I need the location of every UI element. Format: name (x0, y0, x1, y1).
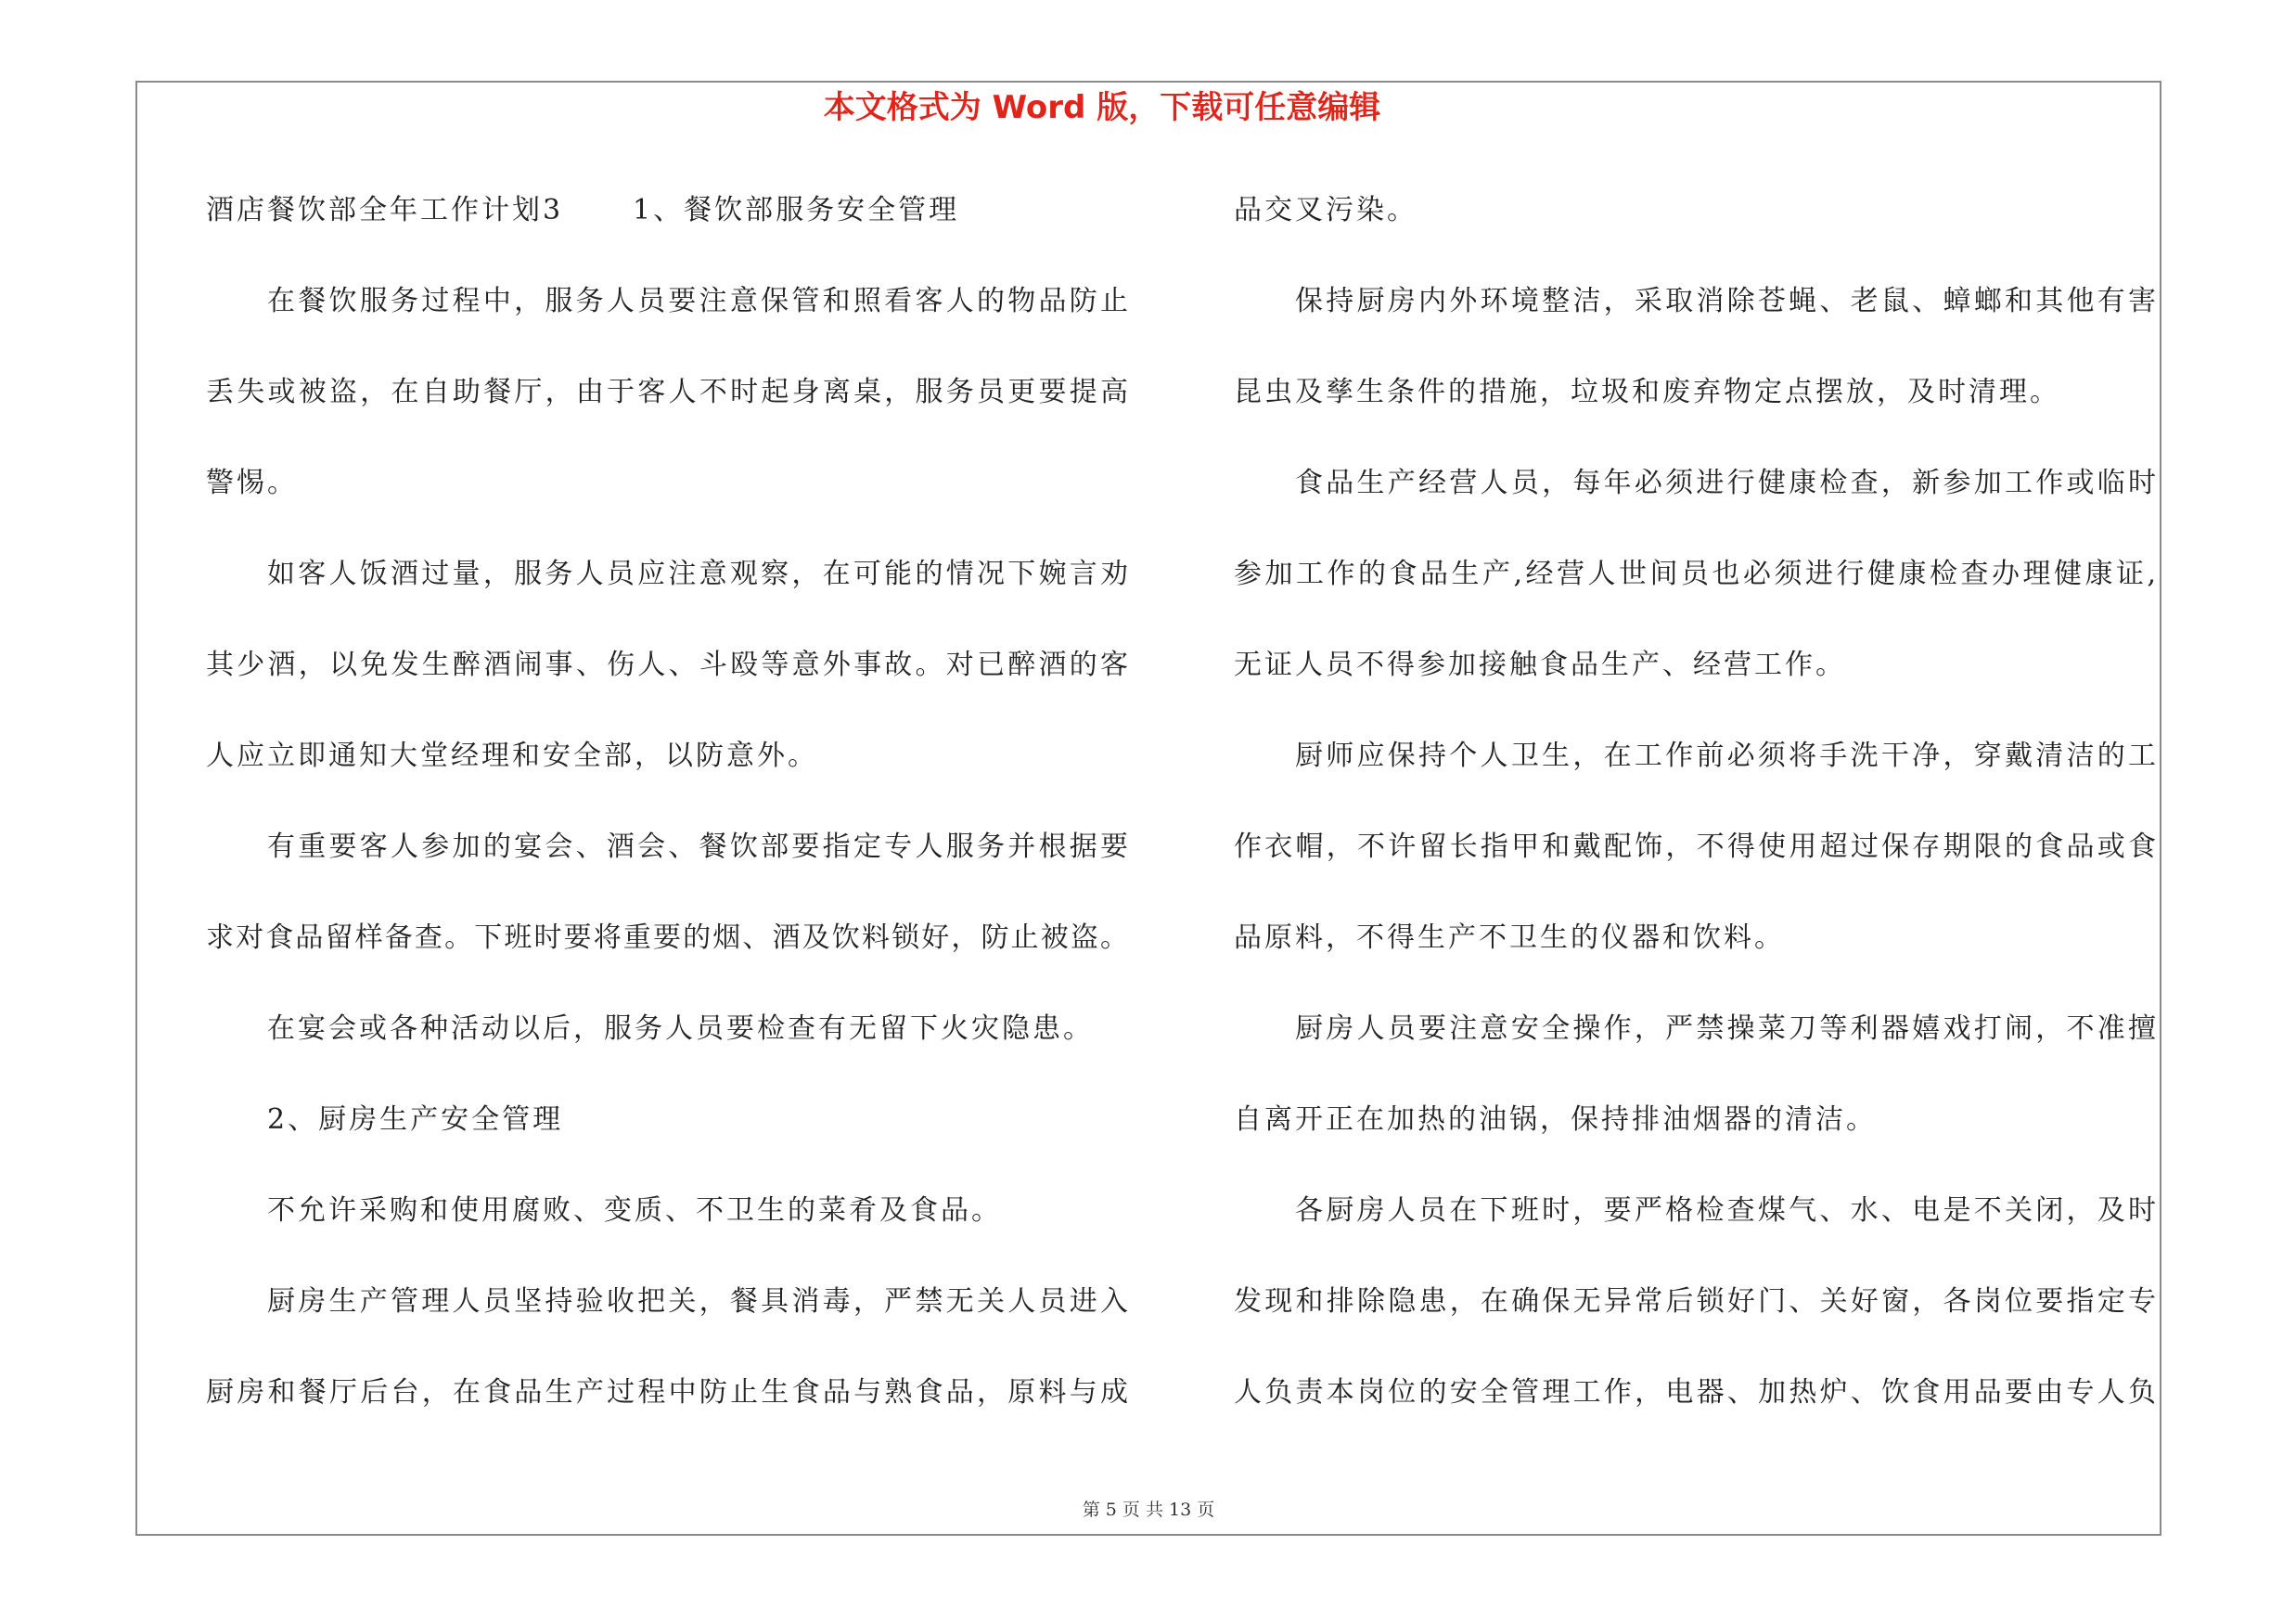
text-line: 保持厨房内外环境整洁，采取消除苍蝇、老鼠、蟑螂和其他有害 (1295, 285, 2156, 317)
text-line: 有重要客人参加的宴会、酒会、餐饮部要指定专人服务并根据要 (267, 831, 1128, 863)
text-line: 厨房生产管理人员坚持验收把关，餐具消毒，严禁无关人员进入 (267, 1285, 1128, 1318)
text-line: 厨师应保持个人卫生，在工作前必须将手洗干净，穿戴清洁的工 (1295, 740, 2156, 772)
text-line: 发现和排除隐患，在确保无异常后锁好门、关好窗，各岗位要指定专 (1234, 1285, 2156, 1318)
right-column (1234, 165, 2156, 1438)
text-line: 厨房和餐厅后台，在食品生产过程中防止生食品与熟食品，原料与成 (206, 1376, 1128, 1409)
text-line: 在餐饮服务过程中，服务人员要注意保管和照看客人的物品防止 (267, 285, 1128, 317)
text-line: 自离开正在加热的油锅，保持排油烟器的清洁。 (1234, 1103, 1877, 1136)
text-line: 人负责本岗位的安全管理工作，电器、加热炉、饮食用品要由专人负 (1234, 1376, 2156, 1409)
text-line: 作衣帽，不许留长指甲和戴配饰，不得使用超过保存期限的食品或食 (1234, 831, 2156, 863)
text-line: 昆虫及孳生条件的措施，垃圾和废弃物定点摆放，及时清理。 (1234, 376, 2060, 408)
text-line: 如客人饭酒过量，服务人员应注意观察，在可能的情况下婉言劝 (267, 558, 1128, 590)
text-line: 人应立即通知大堂经理和安全部，以防意外。 (206, 740, 818, 772)
section-heading: 2、厨房生产安全管理 (267, 1103, 564, 1136)
text-line: 丢失或被盗，在自助餐厅，由于客人不时起身离桌，服务员更要提高 (206, 376, 1128, 408)
format-banner: 本文格式为 Word 版，下载可任意编辑 (823, 89, 1381, 126)
text-line: 品原料，不得生产不卫生的仪器和饮料。 (1234, 921, 1785, 954)
text-line: 警惕。 (206, 467, 298, 499)
text-line: 品交叉污染。 (1234, 194, 1417, 226)
text-line: 食品生产经营人员，每年必须进行健康检查，新参加工作或临时 (1295, 467, 2156, 499)
text-line: 各厨房人员在下班时，要严格检查煤气、水、电是不关闭，及时 (1295, 1194, 2156, 1227)
text-line: 厨房人员要注意安全操作，严禁操菜刀等利器嬉戏打闹，不准擅 (1295, 1012, 2156, 1045)
document-title: 酒店餐饮部全年工作计划3 (206, 194, 564, 226)
text-line: 无证人员不得参加接触食品生产、经营工作。 (1234, 649, 1846, 681)
title-line (206, 165, 1128, 256)
left-column (206, 165, 1128, 1438)
text-line: 求对食品留样备查。下班时要将重要的烟、酒及饮料锁好，防止被盗。 (206, 921, 1128, 954)
text-line: 参加工作的食品生产,经营人世间员也必须进行健康检查办理健康证, (1234, 558, 2156, 590)
section-heading: 1、餐饮部服务安全管理 (633, 194, 960, 226)
text-line: 在宴会或各种活动以后，服务人员要检查有无留下火灾隐患。 (267, 1012, 1094, 1045)
text-line: 不允许采购和使用腐败、变质、不卫生的菜肴及食品。 (267, 1194, 1002, 1227)
text-line: 其少酒，以免发生醉酒闹事、伤人、斗殴等意外事故。对已醉酒的客 (206, 649, 1128, 681)
page-number-footer: 第 5 页 共 13 页 (1082, 1500, 1215, 1520)
